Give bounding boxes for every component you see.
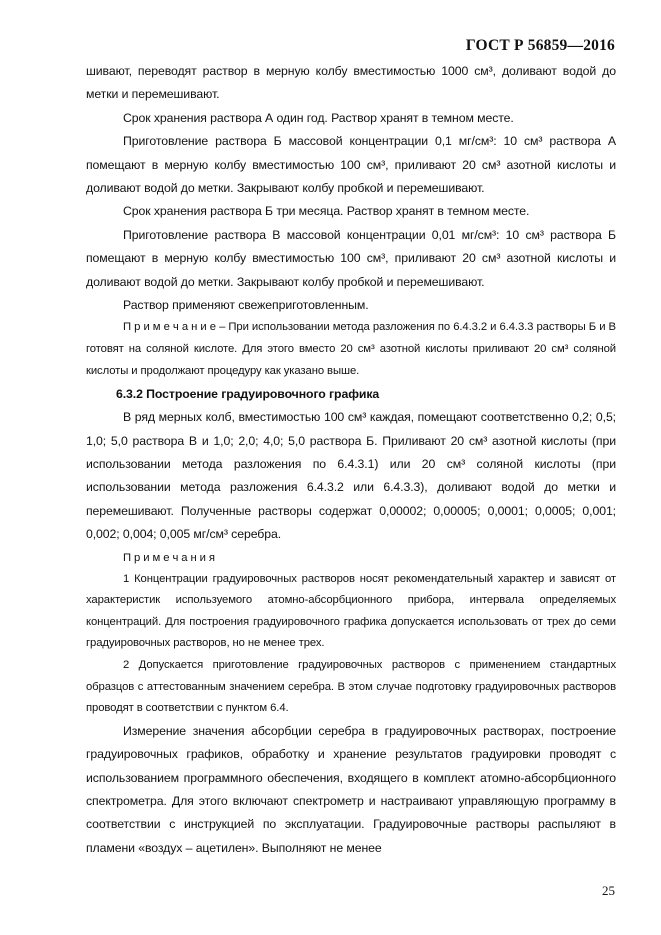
note-reference-materials: 2 Допускается приготовление градуировочных растворов с применением стандартных образцов с аттестованным значением серебра. В этом случае подготовку градуировочных растворов проводят в соответствии с пунктом 6.4. — [86, 659, 616, 715]
document-standard-header: ГОСТ Р 56859—2016 — [465, 37, 615, 54]
paragraph-solution-v: Приготовление раствора В массовой концентрации 0,01 мг/см³: 10 см³ раствора Б помещают в мерную колбу вместимостью 100 см³, приливают 20 см³ азотной кислоты и доливают водой до метки. Закрывают колбу пробкой и перемешивают. — [86, 227, 616, 289]
note-label: П р и м е ч а н и е — [123, 321, 216, 334]
paragraph-solution-b: Приготовление раствора Б массовой концентрации 0,1 мг/см³: 10 см³ раствора А помещают в мерную колбу вместимостью 100 см³, приливают 20 см³ азотной кислоты и доливают водой до метки. Закрывают колбу пробкой и перемешивают. — [86, 134, 616, 196]
paragraph-fresh-solution: Раствор применяют свежеприготовленным. — [123, 298, 369, 313]
paragraph-absorption-measurement: Измерение значения абсорбции серебра в градуировочных растворах, построение градуировочных графиков, обработку и хранение результатов градуировки проводят с использованием программного обеспечения, входящего в комплект атомно-абсорбционного спектрометра. Для этого включают спектрометр и настраивают управляющую программу в соответствии с инструкцией по эксплуатации. Градуировочные растворы распыляют в пламени «воздух – ацетилен». Выполняют не менее — [86, 723, 616, 855]
note-concentrations: 1 Концентрации градуировочных растворов носят рекомендательный характер и зависят от характеристик используемого атомно-абсорбционного прибора, интервала определяемых концентраций. Для построения градуировочного графика допускается использовать от трех до семи градуировочных растворов, но не менее трех. — [86, 572, 616, 650]
paragraph-continuation: шивают, переводят раствор в мерную колбу вместимостью 1000 см³, доливают водой до метки и перемешивают. — [86, 64, 616, 102]
notes-title: П р и м е ч а н и я — [123, 551, 215, 564]
paragraph-storage-a: Срок хранения раствора А один год. Раствор хранят в темном месте. — [123, 110, 514, 125]
paragraph-storage-b: Срок хранения раствора Б три месяца. Раствор хранят в темном месте. — [123, 204, 530, 219]
page-number: 25 — [602, 883, 615, 898]
note-acid-substitution — [86, 317, 616, 382]
section-heading: 6.3.2 Построение градуировочного графика — [116, 387, 380, 402]
paragraph-calibration-series: В ряд мерных колб, вместимостью 100 см³ каждая, помещают соответственно 0,2; 0,5; 1,0; 5,0 раствора В и 1,0; 2,0; 4,0; 5,0 раствора Б. Приливают 20 см³ азотной кислоты (при использовании метода разложения по 6.4.3.1) или 20 см³ соляной кислоты (при использовании метода разложения 6.4.3.2 или 6.4.3.3), доливают водой до метки и перемешивают. Полученные растворы содержат 0,00002; 0,00005; 0,0001; 0,0005; 0,001; 0,002; 0,004; 0,005 мг/см³ серебра. — [86, 410, 616, 542]
document-body — [86, 60, 616, 860]
note-text: – При использовании метода разложения по 6.4.3.2 и 6.4.3.3 растворы Б и В готовят на соляной кислоте. Для этого вместо 20 см³ азотной кислоты приливают 20 см³ соляной кислоты и продолжают процедуру как указано выше. — [86, 321, 616, 377]
